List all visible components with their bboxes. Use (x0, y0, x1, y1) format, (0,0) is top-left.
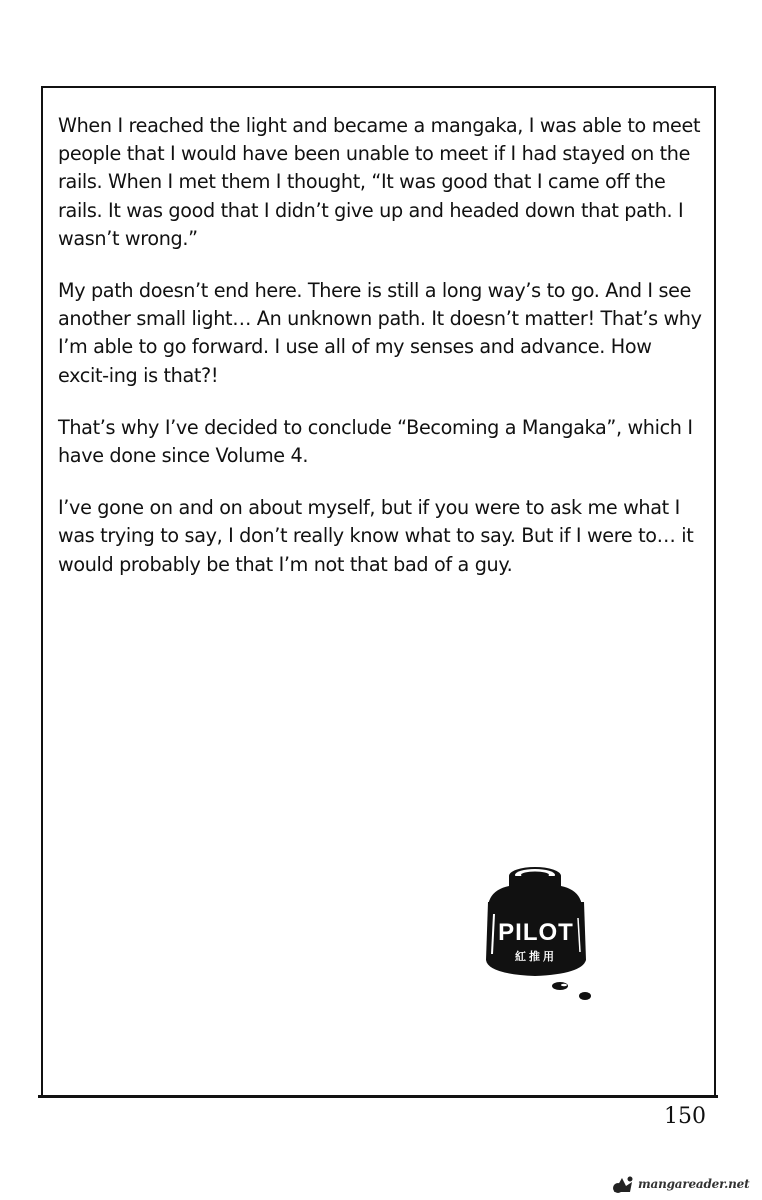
bottle-label: PILOT (498, 919, 574, 946)
panel-bottom-rule (38, 1095, 718, 1098)
ink-bottle-icon (480, 862, 610, 1012)
watermark-text: mangareader.net (638, 1177, 750, 1191)
paragraph-3: That’s why I’ve decided to conclude “Becoming a Mangaka”, which I have done since Volume 4. (58, 415, 693, 468)
watermark (610, 1172, 760, 1198)
paragraph-2: My path doesn’t end here. There is still a long way’s to go. And I see another small light… An unknown path. It doesn’t matter! That’s why I’m able to go forward. I use all of my senses and advance. How excit-ing is that?! (58, 279, 702, 387)
bottle-sublabel: 紅推用 (515, 950, 557, 963)
paragraph-1: When I reached the light and became a mangaka, I was able to meet people that I would have been unable to meet if I had stayed on the rails. When I met them I thought, “It was good that I came off the rails. It was good that I didn’t give up and headed down that path. I wasn’t wrong.” (58, 114, 701, 250)
watermark-logo-icon (610, 1174, 638, 1196)
paragraph-4: I’ve gone on and on about myself, but if you were to ask me what I was trying to say, I don’t really know what to say. But if I were to… it would probably be that I’m not that bad of a guy. (58, 496, 694, 576)
afterword-text (58, 112, 708, 603)
page-number: 150 (664, 1104, 706, 1129)
